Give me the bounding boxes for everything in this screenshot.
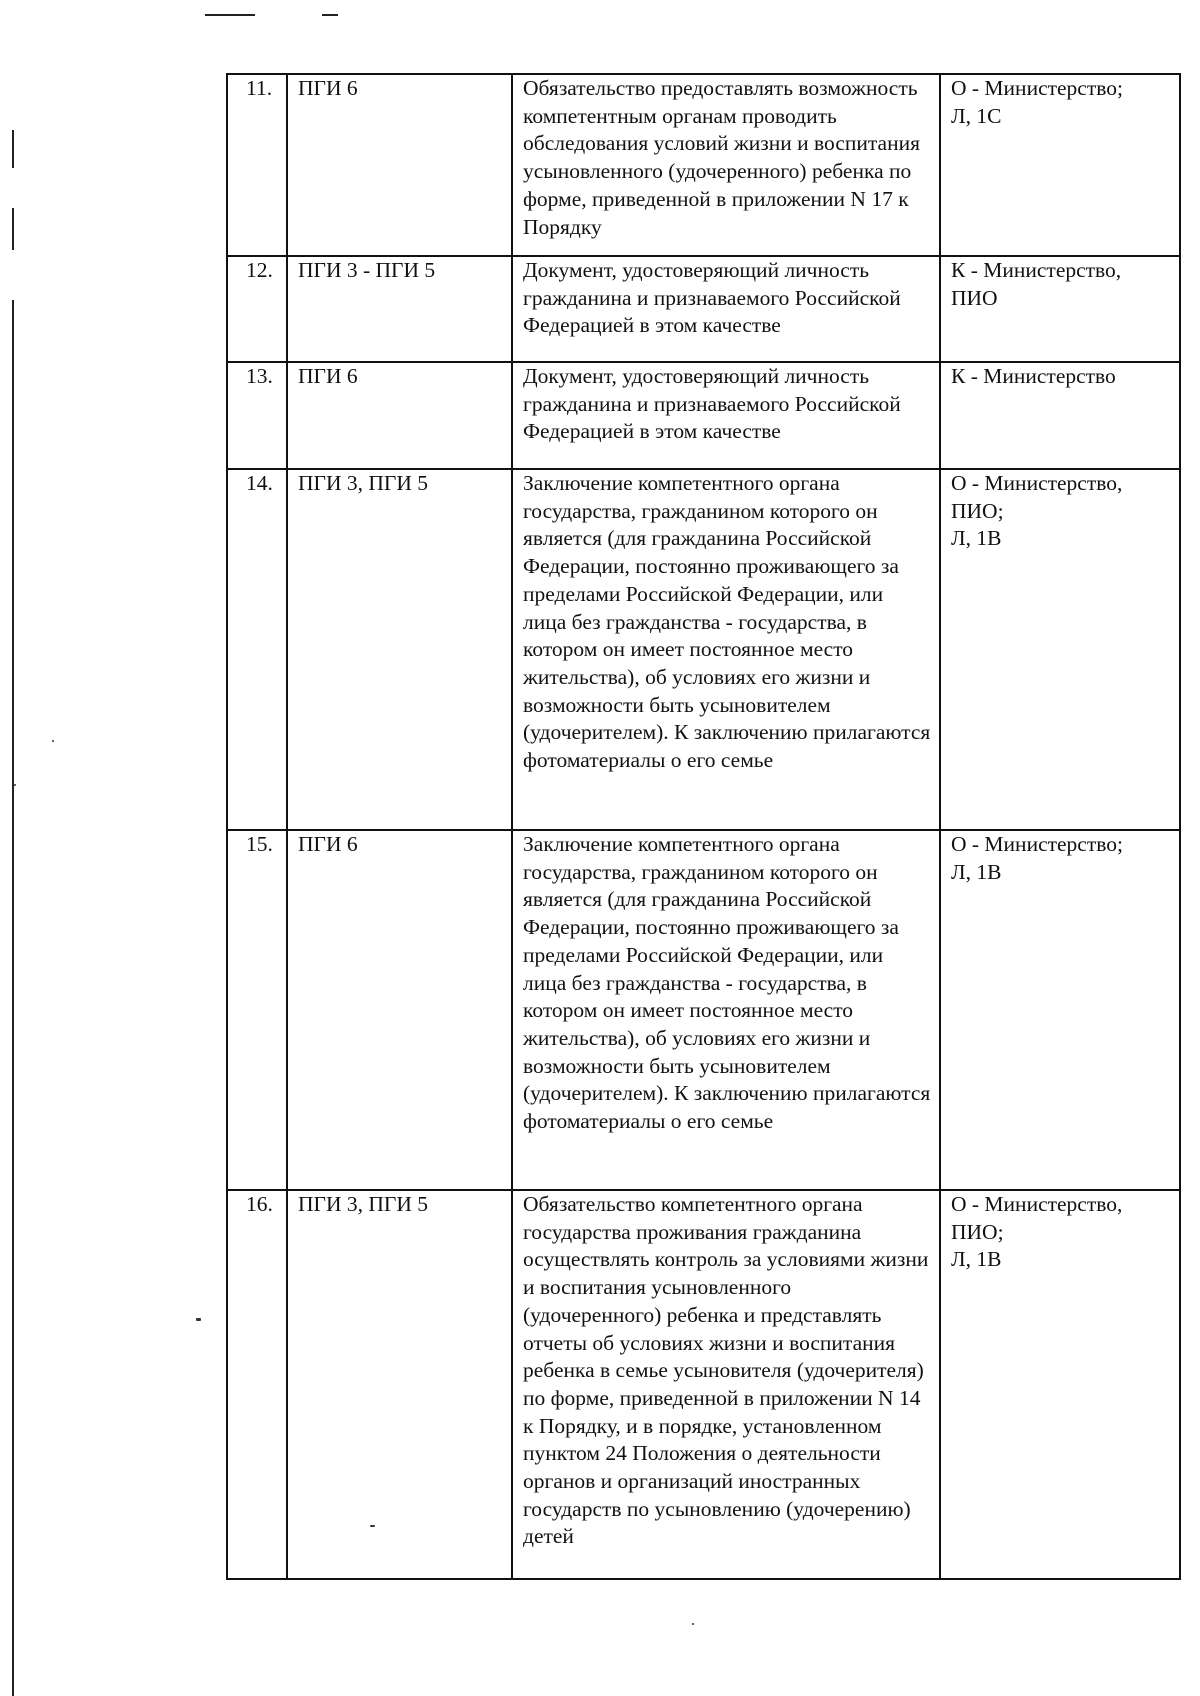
row-description: Заключение компетентного органа государства, гражданином которого он является (для гражданина Российской Федерации, постоянно проживающего за пределами Российской Федерации, или лица без гражданства - государства, в котором он имеет постоянное место жительства), об условиях его жизни и возможности быть усыновителем (удочерителем). К заключению прилагаются фотоматериалы о его семье: [512, 830, 940, 1190]
scan-artifact-dot: [692, 1623, 694, 1625]
table-row: [227, 469, 1180, 830]
row-organization: К - Министерство, ПИО: [940, 256, 1180, 362]
row-number: 15.: [227, 830, 287, 1190]
scan-artifact-dot: [52, 740, 54, 742]
scan-artifact-dot: [196, 1318, 201, 1321]
scan-artifact-edge: [12, 130, 14, 168]
row-description: Документ, удостоверяющий личность гражданина и признаваемого Российской Федерацией в этом качестве: [512, 256, 940, 362]
row-number: 16.: [227, 1190, 287, 1579]
documents-table: [226, 73, 1181, 1580]
table-row: [227, 362, 1180, 469]
row-code: ПГИ 3, ПГИ 5: [287, 469, 512, 830]
row-organization: О - Министерство; Л, 1С: [940, 74, 1180, 256]
row-organization: О - Министерство, ПИО; Л, 1В: [940, 1190, 1180, 1579]
table-row: [227, 256, 1180, 362]
row-code: ПГИ 3, ПГИ 5: [287, 1190, 512, 1579]
row-code: ПГИ 3 - ПГИ 5: [287, 256, 512, 362]
row-organization: О - Министерство, ПИО; Л, 1В: [940, 469, 1180, 830]
row-code: ПГИ 6: [287, 74, 512, 256]
scan-artifact-line: [322, 14, 338, 16]
row-code: ПГИ 6: [287, 362, 512, 469]
row-number: 13.: [227, 362, 287, 469]
row-organization: К - Министерство: [940, 362, 1180, 469]
row-number: 11.: [227, 74, 287, 256]
row-code: ПГИ 6: [287, 830, 512, 1190]
row-description: Документ, удостоверяющий личность гражданина и признаваемого Российской Федерацией в этом качестве: [512, 362, 940, 469]
row-number: 14.: [227, 469, 287, 830]
row-description: Заключение компетентного органа государства, гражданином которого он является (для гражданина Российской Федерации, постоянно проживающего за пределами Российской Федерации, или лица без гражданства - государства, в котором он имеет постоянное место жительства), об условиях его жизни и возможности быть усыновителем (удочерителем). К заключению прилагаются фотоматериалы о его семье: [512, 469, 940, 830]
row-number: 12.: [227, 256, 287, 362]
scan-artifact-edge: [12, 300, 14, 1696]
table-row: [227, 74, 1180, 256]
row-description: Обязательство компетентного органа государства проживания гражданина осуществлять контроль за условиями жизни и воспитания усыновленного (удочеренного) ребенка и представлять отчеты об условиях жизни и воспитания ребенка в семье усыновителя (удочерителя) по форме, приведенной в приложении N 14 к Порядку, и в порядке, установленном пунктом 24 Положения о деятельности органов и организаций иностранных государств по усыновлению (удочерению) детей: [512, 1190, 940, 1579]
table-row: [227, 830, 1180, 1190]
scan-artifact-dot: [14, 784, 16, 786]
scan-artifact-line: [205, 14, 255, 16]
scan-artifact-edge: [12, 208, 14, 250]
row-organization: О - Министерство; Л, 1В: [940, 830, 1180, 1190]
row-description: Обязательство предоставлять возможность компетентным органам проводить обследования условий жизни и воспитания усыновленного (удочеренного) ребенка по форме, приведенной в приложении N 17 к Порядку: [512, 74, 940, 256]
table-row: [227, 1190, 1180, 1579]
